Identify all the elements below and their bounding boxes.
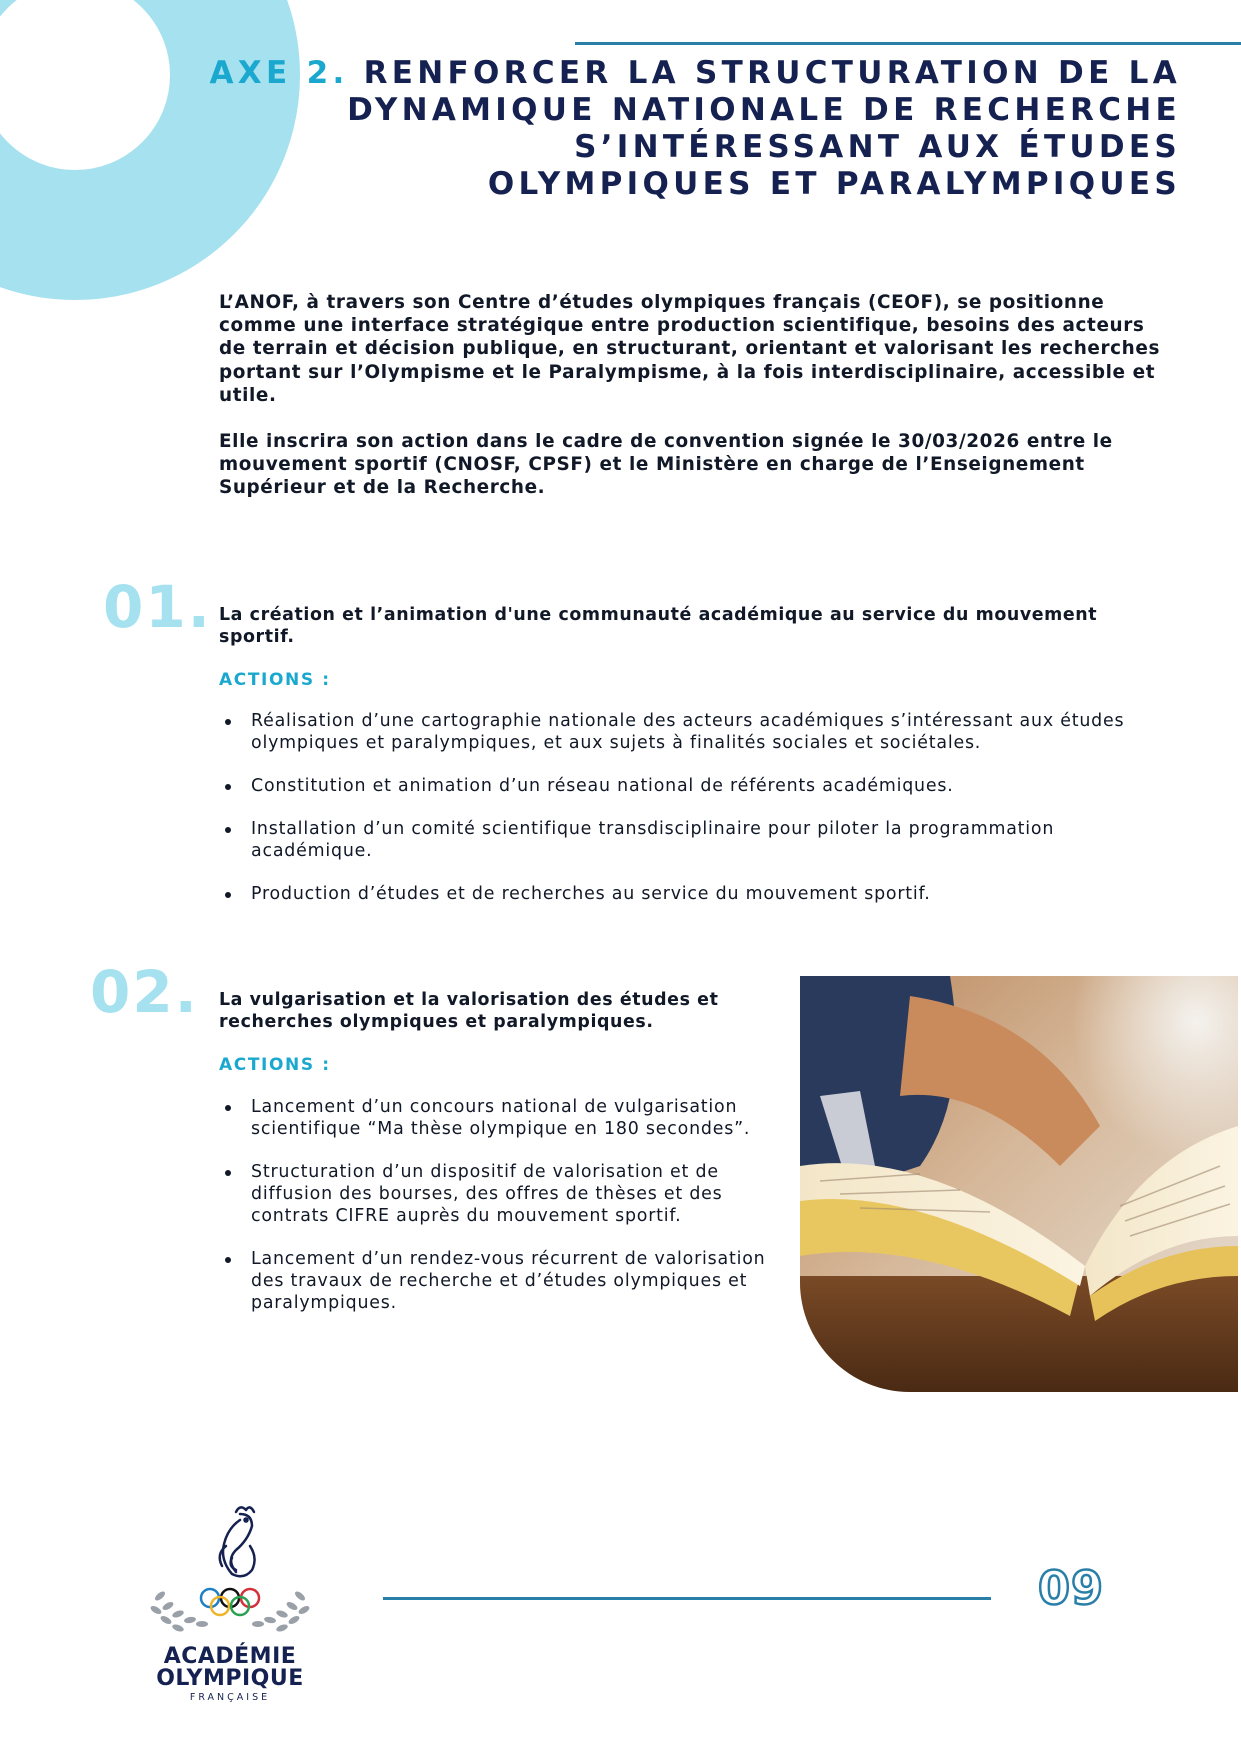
actions-list-02 [219, 1097, 779, 1336]
logo-text-line-2: OLYMPIQUE [156, 1666, 304, 1691]
bottom-divider [383, 1597, 991, 1600]
list-item: Structuration d’un dispositif de valorisation et de diffusion des bourses, des offres de thèses et des contrats CIFRE auprès du mouvement sportif. [219, 1162, 779, 1227]
open-book-photo [800, 976, 1238, 1392]
section-title-01: La création et l’animation d'une communauté académique au service du mouvement sportif. [219, 605, 1098, 647]
actions-label-01: ACTIONS : [219, 670, 331, 690]
intro-text [219, 291, 1169, 523]
title-line-3: S’INTÉRESSANT AUX ÉTUDES [574, 129, 1181, 165]
list-item: Lancement d’un rendez-vous récurrent de valorisation des travaux de recherche et d’études olympiques et paralympiques. [219, 1249, 779, 1314]
list-item: Production d’études et de recherches au service du mouvement sportif. [219, 884, 1169, 906]
intro-paragraph-2: Elle inscrira son action dans le cadre de convention signée le 30/03/2026 entre le mouvement sportif (CNOSF, CPSF) et le Ministère en charge de l’Enseignement Supérieur et de la Recherche. [219, 431, 1113, 499]
axe-label: AXE 2. [209, 55, 349, 91]
intro-paragraph-1: L’ANOF, à travers son Centre d’études olympiques français (CEOF), se positionne comme une interface stratégique entre production scientifique, besoins des acteurs de terrain et décision publique, en structurant, orientant et valorisant les recherches portant sur l’Olympisme et le Paralympisme, à la fois interdisciplinaire, accessible et utile. [219, 292, 1160, 406]
list-item: Lancement d’un concours national de vulgarisation scientifique “Ma thèse olympique en 180 secondes”. [219, 1097, 779, 1141]
list-item: Réalisation d’une cartographie nationale des acteurs académiques s’intéressant aux études olympiques et paralympiques, et aux sujets à finalités sociales et sociétales. [219, 711, 1169, 755]
page-number: 09 [1038, 1561, 1105, 1615]
top-divider [575, 42, 1241, 45]
actions-list-01 [219, 711, 1169, 928]
rooster-rings-icon [140, 1500, 320, 1645]
list-item: Installation d’un comité scientifique transdisciplinaire pour piloter la programmation académique. [219, 819, 1169, 863]
title-line-1: RENFORCER LA STRUCTURATION DE LA [363, 55, 1181, 91]
title-line-4: OLYMPIQUES ET PARALYMPIQUES [487, 166, 1181, 202]
actions-label-02: ACTIONS : [219, 1055, 331, 1075]
title-line-2: DYNAMIQUE NATIONALE DE RECHERCHE [347, 92, 1181, 128]
logo-text-line-1: ACADÉMIE [163, 1644, 297, 1669]
section-number-02: 02. [90, 958, 199, 1026]
list-item: Constitution et animation d’un réseau national de référents académiques. [219, 776, 1169, 798]
page-title [201, 55, 1181, 203]
section-number-01: 01. [103, 573, 212, 641]
academie-olympique-logo [140, 1500, 320, 1710]
logo-text-line-3: FRANÇAISE [189, 1692, 271, 1703]
section-title-02: La vulgarisation et la valorisation des études et recherches olympiques et paralympiques. [219, 990, 719, 1032]
